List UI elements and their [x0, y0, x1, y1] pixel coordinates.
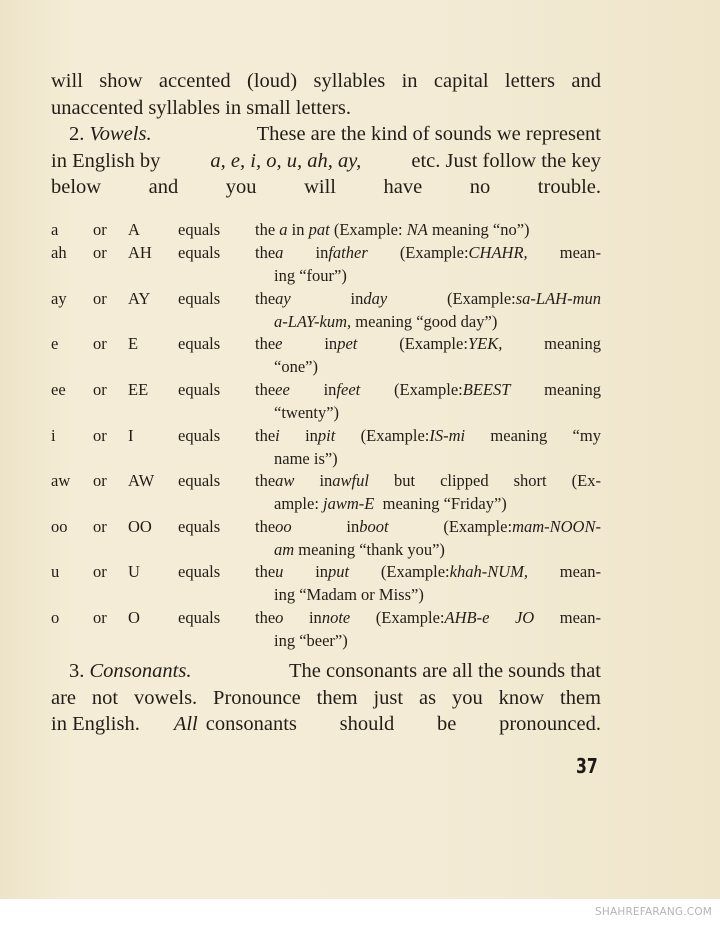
description-token: [544, 379, 601, 402]
description-word: in: [308, 608, 322, 627]
or-word: or: [93, 562, 107, 581]
italic-term: boot: [359, 517, 389, 536]
vowels-line-2-pre: in English by: [51, 149, 161, 172]
uppercase-vowel: OO: [128, 517, 152, 536]
vowel-description: [255, 288, 601, 333]
uppercase-vowel: AY: [128, 289, 151, 308]
description-token: [515, 607, 534, 630]
description-token: [319, 470, 369, 493]
italic-term: mam-NOON-: [512, 517, 601, 536]
or-word: or: [93, 380, 107, 399]
description-line: [255, 539, 601, 562]
equals-word: equals: [178, 380, 221, 399]
description-token: [399, 333, 502, 356]
description-word: mean-: [559, 243, 601, 262]
uppercase-vowel: A: [128, 220, 140, 239]
description-text: ing “Madam or Miss”): [274, 584, 424, 604]
italic-term: ee: [275, 380, 290, 399]
description-token: [443, 516, 601, 539]
description-token: [351, 288, 388, 311]
description-token: [400, 242, 528, 265]
description-word: (Ex-: [571, 471, 601, 490]
vowels-paragraph: [51, 121, 601, 201]
italic-term: day: [363, 289, 388, 308]
uppercase-vowel: AW: [128, 471, 155, 490]
description-line: [255, 448, 601, 471]
italic-term: sa-LAH-mun: [515, 289, 601, 308]
description-token: [381, 561, 528, 584]
description-word: meaning: [544, 334, 601, 353]
description-text: meaning “no”): [427, 220, 530, 239]
description-word: meaning: [544, 380, 601, 399]
italic-term: JO: [514, 608, 535, 627]
italic-term: a: [279, 220, 288, 239]
italic-term: pit: [317, 426, 336, 445]
vowel-description: [255, 561, 601, 606]
equals-word: equals: [178, 220, 221, 239]
lowercase-vowel: ee: [51, 380, 66, 399]
vowels-examples: a, e, i, o, u, ah, ay,: [210, 149, 362, 172]
description-token: [255, 379, 290, 402]
description-line: [255, 493, 601, 516]
description-word: the: [255, 562, 276, 581]
equals-word: equals: [178, 608, 221, 627]
consonants-line-3: [51, 711, 601, 738]
description-word: the: [255, 471, 276, 490]
uppercase-vowel: U: [128, 562, 140, 581]
description-token: [315, 242, 367, 265]
italic-term: pet: [337, 334, 358, 353]
description-line: [255, 425, 601, 448]
vowel-description: [255, 516, 601, 561]
equals-word: equals: [178, 243, 221, 262]
description-line: [255, 470, 601, 493]
description-word: in: [315, 243, 329, 262]
description-word: (Example:: [447, 289, 516, 308]
uppercase-vowel: E: [128, 334, 139, 353]
consonants-paragraph: [51, 658, 601, 738]
description-word: in: [324, 334, 338, 353]
or-word: or: [93, 334, 107, 353]
italic-term: father: [328, 243, 368, 262]
description-word: the: [255, 426, 276, 445]
description-word: mean-: [559, 562, 601, 581]
consonants-line-1: [51, 658, 601, 685]
description-token: [560, 561, 601, 584]
description-token: [255, 561, 283, 584]
italic-term: CHAHR,: [468, 243, 528, 262]
or-word: or: [93, 243, 107, 262]
uppercase-vowel: O: [128, 608, 140, 627]
description-line: [255, 379, 601, 402]
description-token: [490, 425, 547, 448]
description-line: [255, 607, 601, 630]
description-word: but: [393, 471, 416, 490]
italic-term: a: [275, 243, 284, 262]
italic-term: feet: [336, 380, 361, 399]
equals-word: equals: [178, 562, 221, 581]
description-word: the: [255, 608, 276, 627]
description-text: meaning “Friday”): [374, 493, 507, 513]
description-token: [324, 379, 361, 402]
description-word: in: [315, 562, 329, 581]
description-token: [376, 607, 490, 630]
description-text: ample:: [274, 493, 324, 513]
italic-term: IS-mi: [429, 426, 466, 445]
equals-word: equals: [178, 471, 221, 490]
description-token: [560, 607, 601, 630]
description-token: [324, 333, 357, 356]
description-word: (Example:: [399, 243, 469, 262]
description-word: in: [319, 471, 333, 490]
section-heading: Vowels.: [89, 123, 152, 145]
description-word: “my: [572, 426, 601, 445]
description-word: (Example:: [399, 334, 468, 353]
uppercase-vowel: EE: [128, 380, 149, 399]
italic-term: AHB-e: [444, 608, 490, 627]
description-token: [394, 470, 415, 493]
description-token: [573, 425, 601, 448]
description-text: meaning “good day”): [351, 311, 498, 331]
description-text: in: [287, 220, 309, 239]
section-number: 3.: [69, 660, 85, 682]
description-line: [255, 516, 601, 539]
or-word: or: [93, 517, 107, 536]
vowel-description: [255, 333, 601, 378]
vowels-line-1-text: These are the kind of sounds we represent: [256, 123, 601, 145]
vowels-line-2: [51, 148, 601, 175]
italic-term: a-LAY-kum,: [274, 311, 352, 331]
italic-term: BEEST: [462, 380, 511, 399]
italic-term: oo: [275, 517, 292, 536]
description-word: the: [255, 243, 276, 262]
description-token: [309, 607, 350, 630]
italic-term: am: [274, 539, 295, 559]
or-word: or: [93, 220, 107, 239]
vowels-heading-group: [69, 121, 152, 148]
description-word: the: [255, 517, 276, 536]
description-token: [394, 379, 510, 402]
description-word: mean-: [559, 608, 601, 627]
description-token: [255, 516, 292, 539]
equals-word: equals: [178, 334, 221, 353]
description-word: (Example:: [394, 380, 463, 399]
description-token: [305, 425, 335, 448]
description-token: [361, 425, 465, 448]
description-word: in: [323, 380, 337, 399]
italic-term: o: [275, 608, 284, 627]
description-line: [255, 219, 601, 242]
italic-term: u: [275, 562, 284, 581]
vowel-description: [255, 607, 601, 652]
section-number: 2.: [69, 123, 85, 145]
description-text: “twenty”): [274, 402, 340, 422]
vowels-line-1: [51, 121, 601, 148]
italic-term: e: [275, 334, 283, 353]
description-text: name is”): [274, 448, 338, 468]
lowercase-vowel: i: [51, 426, 56, 445]
description-word: in: [305, 426, 318, 445]
description-text: ing “beer”): [274, 630, 348, 650]
description-token: [447, 288, 601, 311]
italic-term: put: [328, 562, 350, 581]
uppercase-vowel: AH: [128, 243, 152, 262]
description-word: short: [513, 471, 547, 490]
description-token: [544, 333, 601, 356]
italic-term: ay: [275, 289, 291, 308]
italic-term: awful: [332, 471, 369, 490]
description-text: ing “four”): [274, 265, 347, 285]
vowels-line-3: below and you will have no trouble.: [51, 176, 601, 198]
description-token: [346, 516, 388, 539]
lowercase-vowel: ah: [51, 243, 67, 262]
uppercase-vowel: I: [128, 426, 134, 445]
page-number: 37: [576, 754, 598, 778]
equals-word: equals: [178, 426, 221, 445]
consonants-line-3-post: consonants should be pronounced.: [205, 713, 601, 735]
description-text: meaning “thank you”): [294, 539, 445, 559]
description-text: (Example:: [329, 220, 407, 239]
vowels-line-2-post: etc. Just follow the key: [411, 149, 601, 172]
description-token: [514, 470, 547, 493]
description-token: [255, 607, 283, 630]
description-text: the: [255, 220, 280, 239]
italic-term: aw: [275, 471, 295, 490]
description-token: [572, 470, 601, 493]
equals-word: equals: [178, 517, 221, 536]
lowercase-vowel: e: [51, 334, 59, 353]
or-word: or: [93, 608, 107, 627]
vowel-description: [255, 425, 601, 470]
vowel-description: [255, 470, 601, 515]
lowercase-vowel: ay: [51, 289, 67, 308]
description-word: the: [255, 289, 276, 308]
description-word: in: [346, 517, 360, 536]
lowercase-vowel: a: [51, 220, 59, 239]
description-line: [255, 242, 601, 265]
watermark: SHAHREFARANG.COM: [595, 906, 713, 918]
lowercase-vowel: aw: [51, 471, 71, 490]
description-word: the: [255, 334, 276, 353]
description-line: [255, 402, 601, 425]
consonants-heading-group: [69, 658, 191, 685]
italic-term: jawm-E: [323, 493, 375, 513]
description-word: meaning: [490, 426, 548, 445]
italic-term: note: [321, 608, 351, 627]
description-word: (Example:: [375, 608, 445, 627]
italic-term: pat: [308, 220, 330, 239]
vowel-description: [255, 242, 601, 287]
lowercase-vowel: o: [51, 608, 60, 627]
intro-paragraph: [51, 68, 601, 121]
intro-line-1: will show accented (loud) syllables in capital letters and: [51, 70, 601, 92]
emphasis-word: All: [173, 713, 198, 735]
or-word: or: [93, 289, 107, 308]
consonants-line-3-rest: [174, 711, 601, 738]
description-token: [255, 425, 280, 448]
description-token: [255, 333, 283, 356]
italic-term: NA: [406, 220, 428, 239]
description-token: [255, 470, 294, 493]
section-heading: Consonants.: [89, 660, 192, 682]
description-word: the: [255, 380, 276, 399]
description-line: [255, 630, 601, 653]
description-word: (Example:: [380, 562, 450, 581]
intro-line-2: unaccented syllables in small letters.: [51, 96, 352, 119]
italic-term: khah-NUM,: [449, 562, 528, 581]
description-line: [255, 356, 601, 379]
consonants-line-2: are not vowels. Pronounce them just as you know them: [51, 686, 601, 709]
description-word: in: [350, 289, 364, 308]
or-word: or: [93, 426, 107, 445]
description-text: “one”): [274, 356, 318, 376]
consonants-line-3-pre: in English.: [51, 713, 140, 735]
description-line: [255, 311, 601, 334]
description-token: [560, 242, 601, 265]
equals-word: equals: [178, 289, 221, 308]
description-line: [255, 265, 601, 288]
description-token: [255, 242, 283, 265]
consonants-line-1-text: The consonants are all the sounds that: [289, 660, 601, 682]
description-token: [255, 288, 291, 311]
description-line: [255, 584, 601, 607]
italic-term: i: [275, 426, 280, 445]
description-word: (Example:: [360, 426, 430, 445]
description-word: clipped: [440, 471, 489, 490]
description-word: (Example:: [443, 517, 513, 536]
italic-term: YEK,: [467, 334, 503, 353]
vowel-description: [255, 379, 601, 424]
vowel-description: [255, 219, 601, 242]
description-line: [255, 333, 601, 356]
description-token: [315, 561, 349, 584]
description-token: [440, 470, 489, 493]
lowercase-vowel: u: [51, 562, 60, 581]
description-line: [255, 561, 601, 584]
description-line: [255, 288, 601, 311]
lowercase-vowel: oo: [51, 517, 68, 536]
or-word: or: [93, 471, 107, 490]
